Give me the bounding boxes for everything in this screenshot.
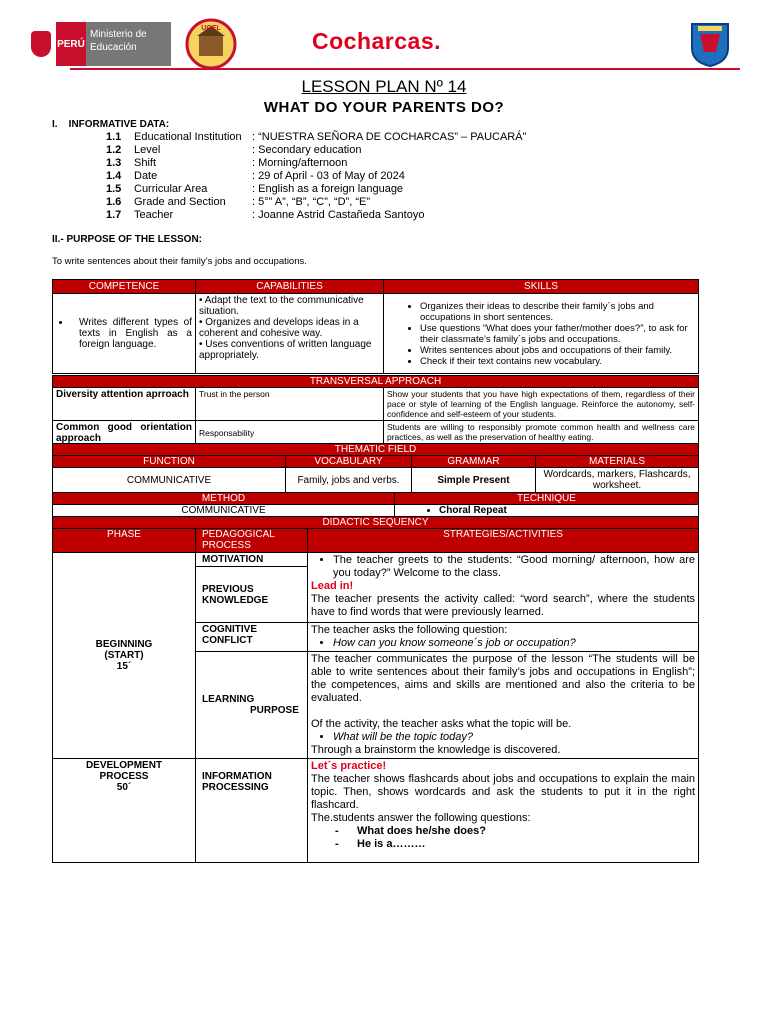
transversal-name-1: Diversity attention aprroach: [53, 388, 196, 421]
info-row: [106, 144, 361, 156]
motivation-strategy: • The teacher greets to the students: “Good morning/ afternoon, how are you today?” Welcome to the class.: [333, 554, 695, 580]
ministerio-logo: [26, 22, 171, 66]
question-2: He is a………: [357, 838, 426, 850]
transversal-name-2: Common good orientation approach: [53, 421, 196, 446]
purpose-label: PURPOSE: [250, 705, 299, 716]
header-rule: [70, 68, 740, 70]
cognitive-question: • How can you know someone´s job or occupation?: [333, 637, 695, 650]
info-num: 1.4: [106, 170, 122, 182]
peru-label: PERÚ: [56, 22, 86, 66]
info-label: Level: [134, 144, 161, 156]
skill-4: • Check if their text contains new vocabulary.: [420, 356, 695, 367]
transversal-table: [52, 375, 699, 446]
info-value: : “NUESTRA SEÑORA DE COCHARCAS” – PAUCARÁ”: [252, 131, 527, 143]
materials-value: Wordcards, markers, Flashcards, worksheet.: [536, 468, 699, 493]
ministry-label: Ministerio de Educación: [86, 22, 171, 66]
lesson-plan-title: LESSON PLAN Nº 14: [301, 77, 467, 96]
transversal-desc-2: Students are willing to responsibly promote common health and wellness care practices, as well as the preservation of healthy eating.: [384, 421, 699, 446]
capability-2: • Organizes and develops ideas in a coherent and cohesive way.: [199, 317, 359, 339]
info-num: 1.2: [106, 144, 122, 156]
info-num: 1.5: [106, 183, 122, 195]
capabilities-header: CAPABILITIES: [196, 280, 384, 294]
info-label: Shift: [134, 157, 157, 169]
cognitive-label: COGNITIVE CONFLICT: [196, 623, 308, 652]
function-value: COMMUNICATIVE: [53, 468, 286, 493]
purpose-heading: II.- PURPOSE OF THE LESSON:: [52, 234, 203, 245]
information-strategy-2: The.students answer the following questions:: [311, 812, 531, 824]
purpose-strategy: The teacher communicates the purpose of the lesson “The students will be able to write sentences about their family’s jobs and occupations in English”; the competences, aims and skills are mentioned and also the criteria to be evaluated.: [311, 653, 696, 704]
thematic-table: [52, 443, 699, 493]
school-title: Cocharcas.: [312, 28, 442, 54]
question-1: What does he/she does?: [357, 825, 486, 837]
beginning-phase: BEGINNING (START): [95, 639, 153, 661]
didactic-table: DIDACTIC SEQUENCY PHASE PEDAGOGICAL PROCESS STRATEGIES/ACTIVITIES BEGINNING (START) 15´ MOTIVATION • The teacher greets to the students: “Good morning/ afternoon, how are you today?” Welcome to the class. Lead in! The teacher presents the activity called: “word search”, where the students have to find words that were previously learned. PREVIOUS KNOWLEDGE COGNITIVE CONFLICT The teacher asks the following question: • How can you know someone´s job or occupation? LEARNING PURPOSE The teacher communicates the purpose of the lesson “The students will be able to write sentences about their family’s jobs and occupations in English”; the competences, aims and skills are mentioned and also the criteria to be evaluated. Of the activity, the teacher asks what the topic will be. • What will be the topic today? Through a brainstorm the knowledge is discovered. DEVELOPMENT PROCESS 50´ INFORMATION PROCESSING Let´s practice! The teacher shows flashcards about jobs and occupations to explain the main topic. Then, shows wordcards and ask the students to put it in the right flashcard. The.students answer the following questions: - What does he/she does? - He is a………: [52, 516, 699, 863]
info-value: : 5°” A”, “B”, “C”, “D”, “E”: [252, 196, 371, 208]
transversal-desc-1: Show your students that you have high expectations of them, regardless of their pace or style of learning of the English language. Reinforce the autonomy, self-confidence and self-esteem of your students.: [384, 388, 699, 421]
info-value: : Morning/afternoon: [252, 157, 348, 169]
lead-in-label: Lead in!: [311, 580, 354, 592]
info-num: 1.1: [106, 131, 122, 143]
skills-header: SKILLS: [384, 280, 699, 294]
process-header: PEDAGOGICAL PROCESS: [196, 529, 308, 553]
info-value: : Secondary education: [252, 144, 362, 156]
info-value: : Joanne Astrid Castañeda Santoyo: [252, 209, 425, 221]
info-row: [106, 209, 424, 221]
technique-value: • Choral Repeat: [439, 505, 698, 516]
peru-shield-icon: [26, 22, 56, 66]
info-label: Teacher: [134, 209, 174, 221]
purpose-strategy-2: Of the activity, the teacher asks what the topic will be.: [311, 718, 572, 730]
information-strategy: The teacher shows flashcards about jobs and occupations to explain the main topic. Then, shows wordcards and ask the students to put it in the right flashcard.: [311, 773, 696, 811]
info-label: Educational Institution: [134, 131, 242, 143]
strategies-header: STRATEGIES/ACTIVITIES: [308, 529, 699, 553]
lesson-subtitle: WHAT DO YOUR PARENTS DO?: [263, 99, 505, 116]
ugel-logo: [183, 18, 239, 70]
didactic-header: DIDACTIC SEQUENCY: [53, 517, 699, 529]
technique-header: TECHNIQUE: [395, 493, 699, 505]
practice-label: Let´s practice!: [311, 760, 387, 772]
info-row: [106, 131, 526, 143]
skill-3: • Writes sentences about jobs and occupations of their family.: [420, 345, 695, 356]
info-row: [106, 196, 370, 208]
purpose-strategy-3: Through a brainstorm the knowledge is discovered.: [311, 744, 561, 756]
ugel-label: UGEL: [201, 25, 221, 32]
information-label: INFORMATION PROCESSING: [196, 759, 308, 863]
method-header: METHOD: [53, 493, 395, 505]
info-num: 1.7: [106, 209, 122, 221]
competence-header: COMPETENCE: [53, 280, 196, 294]
vocabulary-header: VOCABULARY: [286, 456, 412, 468]
info-row: [106, 157, 347, 169]
info-row: [106, 183, 403, 195]
beginning-time: 15´: [116, 661, 132, 672]
previous-strategy: The teacher presents the activity called: “word search”, where the students have to find words that were previously learned.: [311, 593, 696, 618]
motivation-label: MOTIVATION: [196, 553, 308, 567]
info-num: 1.3: [106, 157, 122, 169]
grammar-value: Simple Present: [412, 468, 536, 493]
school-crest-icon: [688, 18, 732, 68]
vocabulary-value: Family, jobs and verbs.: [286, 468, 412, 493]
previous-label: PREVIOUS KNOWLEDGE: [196, 567, 308, 623]
capability-1: • Adapt the text to the communicative situation.: [199, 295, 364, 317]
skill-2: • Use questions “What does your father/mother does?”, to ask for their classmate’s family´s jobs and occupations.: [420, 323, 695, 345]
development-time: 50´: [116, 782, 132, 793]
info-label: Grade and Section: [134, 196, 226, 208]
method-value: COMMUNICATIVE: [53, 505, 395, 517]
transversal-header: TRANSVERSAL APPROACH: [53, 376, 699, 388]
info-value: : English as a foreign language: [252, 183, 404, 195]
transversal-value-1: Trust in the person: [196, 388, 384, 421]
info-label: Date: [134, 170, 158, 182]
development-phase: DEVELOPMENT PROCESS: [85, 760, 163, 782]
method-table: [52, 492, 699, 517]
materials-header: MATERIALS: [536, 456, 699, 468]
capability-3: • Uses conventions of written language appropriately.: [199, 339, 372, 361]
purpose-text: To write sentences about their family’s jobs and occupations.: [52, 256, 307, 267]
informative-heading: I. INFORMATIVE DATA:: [52, 119, 170, 130]
thematic-header: THEMATIC FIELD: [53, 444, 699, 456]
learning-label: LEARNING: [202, 694, 255, 705]
info-num: 1.6: [106, 196, 122, 208]
grammar-header: GRAMMAR: [412, 456, 536, 468]
info-row: [106, 170, 405, 182]
function-header: FUNCTION: [53, 456, 286, 468]
info-value: : 29 of April - 03 of May of 2024: [252, 170, 405, 182]
info-label: Curricular Area: [134, 183, 208, 195]
cognitive-strategy: The teacher asks the following question:: [311, 624, 508, 636]
skill-1: • Organizes their ideas to describe their family´s jobs and occupations in short sentences.: [420, 301, 695, 323]
phase-header: PHASE: [53, 529, 196, 553]
transversal-value-2: Responsability: [196, 421, 384, 446]
purpose-question: • What will be the topic today?: [333, 731, 695, 744]
curriculum-table: [52, 279, 699, 374]
competence-text: • Writes different types of texts in English as a foreign language.: [71, 317, 192, 350]
